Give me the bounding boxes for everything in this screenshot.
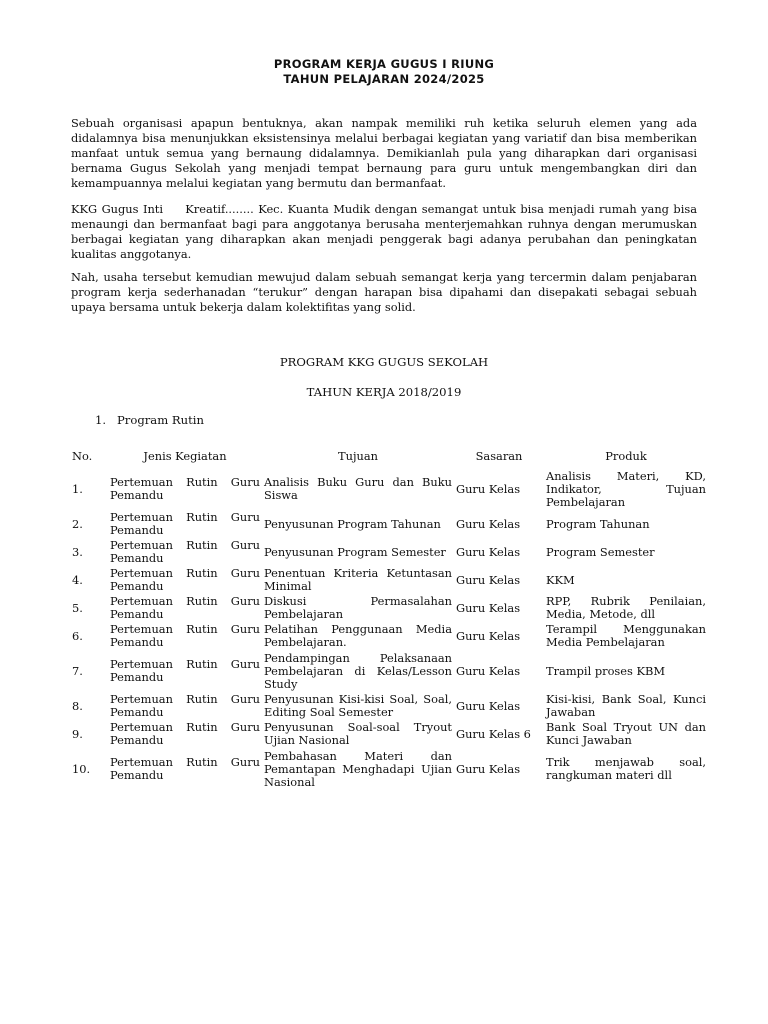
jenis-line-1: Pertemuan Rutin Guru bbox=[110, 594, 260, 608]
jenis-line-2: Pemandu bbox=[110, 607, 164, 621]
row-jenis-kegiatan bbox=[108, 468, 262, 510]
program-table bbox=[70, 444, 708, 790]
list-label: Program Rutin bbox=[117, 413, 204, 427]
jenis-line-1: Pertemuan Rutin Guru bbox=[110, 755, 260, 769]
jenis-line-2: Pemandu bbox=[110, 551, 164, 565]
table-row bbox=[70, 538, 708, 566]
row-number: 6. bbox=[72, 628, 83, 643]
table-row bbox=[70, 692, 708, 720]
row-tujuan: Diskusi Permasalahan Pembelajaran bbox=[264, 594, 452, 621]
row-sasaran: Guru Kelas bbox=[456, 572, 521, 587]
intro-paragraph-3: Nah, usaha tersebut kemudian mewujud dalam sebuah semangat kerja yang tercermin dalam penjabaran program kerja sederhanadan “terukur” dengan harapan bisa dipahami dan disepakati sebagai sebuah upaya bersama untuk bekerja dalam kolektifitas yang solid. bbox=[71, 270, 697, 314]
row-number: 1. bbox=[72, 481, 83, 496]
row-produk: RPP, Rubrik Penilaian, Media, Metode, dll bbox=[546, 594, 706, 621]
row-produk: Analisis Materi, KD, Indikator, Tujuan Pembelajaran bbox=[546, 468, 706, 509]
row-number: 9. bbox=[72, 726, 83, 741]
row-jenis-kegiatan bbox=[108, 622, 262, 650]
row-number: 7. bbox=[72, 663, 83, 678]
row-tujuan: Penyusunan Program Tahunan bbox=[264, 516, 441, 531]
row-jenis-kegiatan bbox=[108, 594, 262, 622]
row-produk: KKM bbox=[546, 572, 575, 587]
jenis-line-2: Pemandu bbox=[110, 670, 164, 684]
jenis-line-1: Pertemuan Rutin Guru bbox=[110, 538, 260, 552]
row-tujuan: Penyusunan Program Semester bbox=[264, 544, 446, 559]
jenis-line-1: Pertemuan Rutin Guru bbox=[110, 692, 260, 706]
row-produk: Bank Soal Tryout UN dan Kunci Jawaban bbox=[546, 720, 706, 747]
row-sasaran: Guru Kelas bbox=[456, 544, 521, 559]
jenis-line-1: Pertemuan Rutin Guru bbox=[110, 510, 260, 524]
row-produk: Trik menjawab soal, rangkuman materi dll bbox=[546, 755, 706, 782]
jenis-line-1: Pertemuan Rutin Guru bbox=[110, 622, 260, 636]
list-item-program-rutin bbox=[95, 413, 204, 427]
row-tujuan: Pembahasan Materi dan Pemantapan Menghadapi Ujian Nasional bbox=[264, 748, 452, 789]
table-row bbox=[70, 594, 708, 622]
document-subtitle: TAHUN PELAJARAN 2024/2025 bbox=[283, 72, 485, 86]
document-title: PROGRAM KERJA GUGUS I RIUNG bbox=[273, 57, 495, 71]
intro-paragraph-1: Sebuah organisasi apapun bentuknya, akan nampak memiliki ruh ketika seluruh elemen yang ada didalamnya bisa menunjukkan eksistensinya melalui berbagai kegiatan yang variatif dan bisa memberikan manfaat untuk semua yang bernaung didalamnya. Demikianlah pula yang diharapkan dari organisasi bernama Gugus Sekolah yang menjadi tempat bernaung para guru untuk mengembangkan diri dan kemampuannya melalui kegiatan yang bermutu dan bermanfaat. bbox=[71, 116, 697, 190]
row-jenis-kegiatan bbox=[108, 748, 262, 790]
jenis-line-1: Pertemuan Rutin Guru bbox=[110, 475, 260, 489]
row-produk: Program Tahunan bbox=[546, 516, 650, 531]
jenis-line-1: Pertemuan Rutin Guru bbox=[110, 720, 260, 734]
row-jenis-kegiatan bbox=[108, 650, 262, 692]
row-sasaran: Guru Kelas bbox=[456, 628, 521, 643]
table-row bbox=[70, 650, 708, 692]
table-row bbox=[70, 566, 708, 594]
jenis-line-2: Pemandu bbox=[110, 635, 164, 649]
table-row bbox=[70, 720, 708, 748]
row-number: 3. bbox=[72, 544, 83, 559]
header-tujuan: Tujuan bbox=[338, 448, 378, 463]
year-heading: TAHUN KERJA 2018/2019 bbox=[306, 385, 462, 399]
row-jenis-kegiatan bbox=[108, 692, 262, 720]
row-tujuan: Penyusunan Soal-soal Tryout Ujian Nasional bbox=[264, 720, 452, 747]
jenis-line-2: Pemandu bbox=[110, 733, 164, 747]
row-sasaran: Guru Kelas bbox=[456, 698, 521, 713]
table-row bbox=[70, 748, 708, 790]
row-sasaran: Guru Kelas bbox=[456, 516, 521, 531]
table-row bbox=[70, 468, 708, 510]
table-row bbox=[70, 510, 708, 538]
row-jenis-kegiatan bbox=[108, 510, 262, 538]
row-number: 10. bbox=[72, 761, 91, 776]
row-tujuan: Pendampingan Pelaksanaan Pembelajaran di Kelas/Lesson Study bbox=[264, 650, 452, 691]
row-number: 2. bbox=[72, 516, 83, 531]
program-heading: PROGRAM KKG GUGUS SEKOLAH bbox=[279, 355, 489, 369]
row-tujuan: Analisis Buku Guru dan Buku Siswa bbox=[264, 475, 452, 502]
row-produk: Trampil proses KBM bbox=[546, 663, 666, 678]
row-tujuan: Penyusunan Kisi-kisi Soal, Soal, Editing Soal Semester bbox=[264, 692, 452, 719]
row-number: 5. bbox=[72, 600, 83, 615]
row-jenis-kegiatan bbox=[108, 538, 262, 566]
row-number: 4. bbox=[72, 572, 83, 587]
row-number: 8. bbox=[72, 698, 83, 713]
row-sasaran: Guru Kelas bbox=[456, 481, 521, 496]
row-sasaran: Guru Kelas bbox=[456, 663, 521, 678]
row-produk: Kisi-kisi, Bank Soal, Kunci Jawaban bbox=[546, 692, 706, 719]
jenis-line-2: Pemandu bbox=[110, 488, 164, 502]
header-no: No. bbox=[72, 448, 93, 463]
row-produk: Terampil Menggunakan Media Pembelajaran bbox=[546, 622, 706, 649]
header-produk: Produk bbox=[605, 448, 647, 463]
header-jenis-kegiatan: Jenis Kegiatan bbox=[143, 448, 227, 463]
row-tujuan: Penentuan Kriteria Ketuntasan Minimal bbox=[264, 566, 452, 593]
list-number: 1. bbox=[95, 413, 107, 427]
row-jenis-kegiatan bbox=[108, 566, 262, 594]
header-sasaran: Sasaran bbox=[475, 448, 523, 463]
row-tujuan: Pelatihan Penggunaan Media Pembelajaran. bbox=[264, 622, 452, 649]
jenis-line-2: Pemandu bbox=[110, 523, 164, 537]
row-jenis-kegiatan bbox=[108, 720, 262, 748]
row-produk: Program Semester bbox=[546, 544, 655, 559]
jenis-line-2: Pemandu bbox=[110, 579, 164, 593]
jenis-line-1: Pertemuan Rutin Guru bbox=[110, 657, 260, 671]
row-sasaran: Guru Kelas 6 bbox=[456, 726, 531, 741]
row-sasaran: Guru Kelas bbox=[456, 600, 521, 615]
jenis-line-1: Pertemuan Rutin Guru bbox=[110, 566, 260, 580]
jenis-line-2: Pemandu bbox=[110, 705, 164, 719]
intro-paragraph-2: KKG Gugus Inti Kreatif........ Kec. Kuanta Mudik dengan semangat untuk bisa menjadi rumah yang bisa menaungi dan bermanfaat bagi para anggotanya berusaha menterjemahkan ruhnya dengan merumuskan berbagai kegiatan yang diharapkan akan menjadi penggerak bagi adanya perubahan dan peningkatan kualitas anggotanya. bbox=[71, 202, 701, 261]
jenis-line-2: Pemandu bbox=[110, 768, 164, 782]
table-row bbox=[70, 622, 708, 650]
table-header-row bbox=[70, 444, 708, 468]
row-sasaran: Guru Kelas bbox=[456, 761, 521, 776]
